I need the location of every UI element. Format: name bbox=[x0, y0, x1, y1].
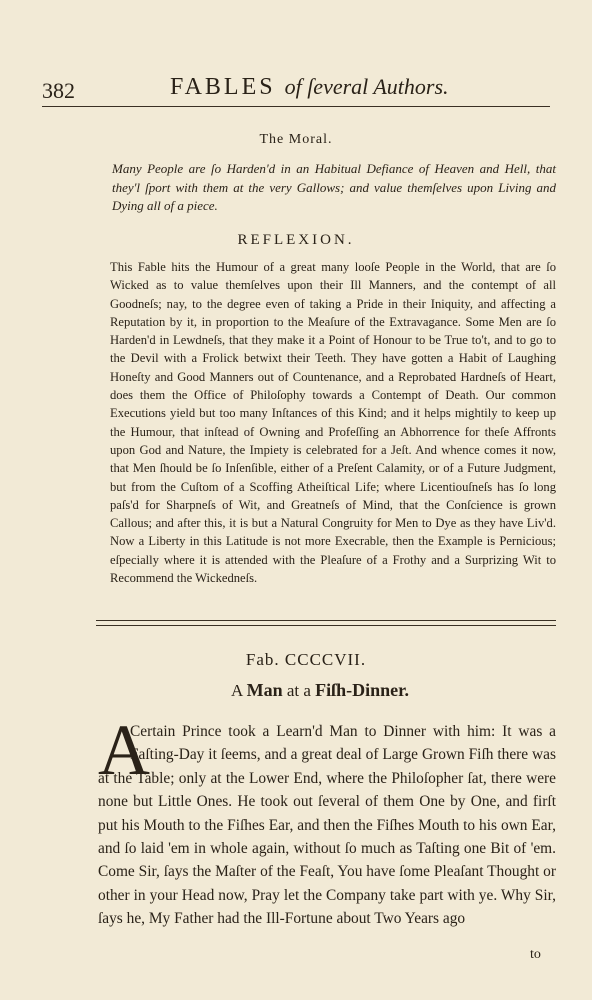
running-head-caps: FABLES bbox=[170, 74, 276, 100]
section-divider bbox=[96, 620, 556, 626]
running-head-italic: of ſeveral Authors. bbox=[284, 74, 449, 99]
running-header bbox=[42, 70, 550, 107]
moral-heading: The Moral. bbox=[259, 132, 333, 147]
fable-title-fish: Fiſh-Dinner. bbox=[315, 680, 410, 700]
drop-cap-space bbox=[98, 720, 130, 764]
fable-title-article: A bbox=[230, 681, 243, 700]
fable-title-man: Man bbox=[246, 680, 283, 700]
fable-title-mid: at a bbox=[286, 681, 311, 700]
catchword: to bbox=[530, 947, 541, 962]
running-head bbox=[170, 74, 449, 101]
drop-cap: A bbox=[98, 710, 150, 790]
page-number: 382 bbox=[42, 78, 75, 103]
fable-title bbox=[0, 680, 592, 701]
moral-text: Many People are ſo Harden'd in an Habitual Defiance of Heaven and Hell, that they'l ſport with them at the very Gallows; and value themſelves upon Living and Dying all of a piece. bbox=[112, 161, 556, 213]
reflexion-text: This Fable hits the Humour of a great many looſe People in the World, that are ſo Wicked as to value themſelves upon their Ill Manners, and the contempt of all Goodneſs; nay, to the degree even of taking a Pride in their Iniquity, and affecting a Reputation by it, in proportion to the Meaſure of the Extravagance. Some Men are ſo Harden'd in Lewdneſs, that they make it a Point of Honour to be True to't, and to go to the Devil with a Frolick betwixt their Teeth. They have gotten a Habit of Laughing Honeſty and Good Manners out of Countenance, and a Reprobated Hardneſs of Heart, does them the Office of Philoſophy towards a Contempt of Death. Our common Executions yield but too many Inſtances of this Kind; and it helps mightily to keep up the Humour, that inſtead of Owning and Profeſſing an Abhorrence for theſe Affronts upon God and Nature, the Impiety is celebrated for a Jeſt. And whence comes it now, that Men ſhould be ſo Inſenſible, either of a Preſent Calamity, or of a Future Judgment, but from the Cuſtom of a Scoffing Atheiſtical Life; where Licentiouſneſs has ſo long paſs'd for Sharpneſs of Wit, and Greatneſs of Mind, that the Conſcience is grown Callous; and after this, it is but a Natural Congruity for Men to Dye as they have Liv'd. Now a Liberty in this Latitude is not more Execrable, then the Example is Pernicious; eſpecially where it is attended with the Pleaſure of a Frothy and a Surprizing Wit to Recommend the Wickedneſs. bbox=[110, 260, 556, 586]
fable-number: Fab. CCCCVII. bbox=[245, 650, 367, 669]
reflexion-heading: REFLEXION. bbox=[237, 232, 355, 248]
fable-body bbox=[98, 720, 556, 931]
fable-text: Certain Prince took a Learn'd Man to Dinner with him: It was a Faſting-Day it ſeems, and a great deal of Large Grown Fiſh there was at the Table; only at the Lower End, where the Philoſopher ſat, there were none but Little Ones. He took out ſeveral of them One by One, and firſt put his Mouth to the Fiſhes Ear, and then the Fiſhes Mouth to his own Ear, and ſo laid 'em in whole again, without ſo much as Taſting one Bit of 'em. Come Sir, ſays the Maſter of the Feaſt, You have ſome Pleaſant Thought or other in your Head now, Pray let the Company take part with ye. Why Sir, ſays he, My Father had the Ill-Fortune about Two Years ago bbox=[98, 723, 556, 928]
